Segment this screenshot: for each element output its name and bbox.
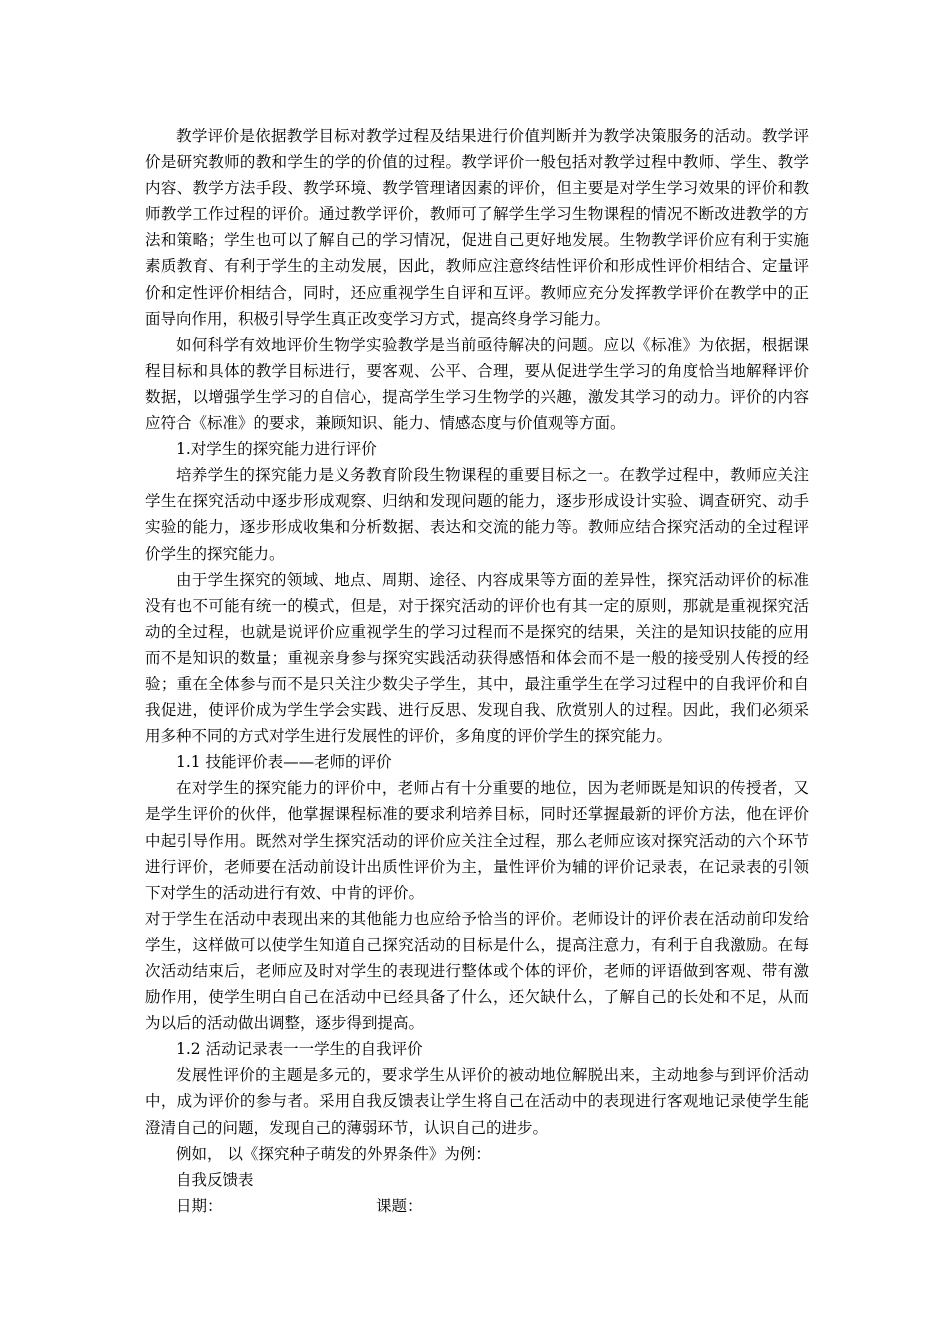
paragraph-inquiry-ability: 培养学生的探究能力是义务教育阶段生物课程的重要目标之一。在教学过程中，教师应关注学生在探究活动中逐步形成观察、归纳和发现问题的能力，逐步形成设计实验、调查研究、动手实验的能力，逐步形成收集和分析数据、表达和交流的能力等。教师应结合探究活动的全过程评价学生的探究能力。 [145,466,809,563]
section-heading-1: 1.对学生的探究能力进行评价 [176,440,377,459]
paragraph-how-to-evaluate: 如何科学有效地评价生物学实验教学是当前亟待解决的问题。应以《标准》为依据，根据课程目标和具体的教学目标进行，要客观、公平、合理，要从促进学生学习的角度恰当地解释评价数据，以增强学生学习的自信心，提高学生学习生物学的兴趣，激发其学习的动力。评价的内容应符合《标准》的要求，兼顾知识、能力、情感态度与价值观等方面。 [145,335,809,433]
topic-label: 课题： [376,1196,423,1215]
section-heading-1-2: 1.2 活动记录表一一学生的自我评价 [176,1040,423,1059]
form-title: 自我反馈表 [176,1170,254,1189]
paragraph-self-evaluation: 发展性评价的主题是多元的，要求学生从评价的被动地位解脱出来，主动地参与到评价活动中，成为评价的参与者。采用自我反馈表让学生将自己在活动中的表现进行客观地记录使学生能澄清自己的问题，发现自己的薄弱环节，认识自己的进步。 [145,1066,809,1137]
document-body [145,123,809,1219]
paragraph-example: 例如， 以《探究种子萌发的外界条件》为例： [176,1144,491,1163]
paragraph-other-abilities: 对于学生在活动中表现出来的其他能力也应给予恰当的评价。老师设计的评价表在活动前印发给学生，这样做可以使学生知道自己探究活动的目标是什么，提高注意力，有利于自我激励。在每次活动结束后，老师应及时对学生的表现进行整体或个体的评价，老师的评语做到客观、带有激励作用，使学生明白自己在活动中已经具备了什么，还欠缺什么，了解自己的长处和不足，从而为以后的活动做出调整，逐步得到提高。 [145,909,809,1033]
paragraph-inquiry-principles: 由于学生探究的领域、地点、周期、途径、内容成果等方面的差异性，探究活动评价的标准没有也不可能有统一的模式，但是，对于探究活动的评价也有其一定的原则，那就是重视探究活动的全过程，也就是说评价应重视学生的学习过程而不是探究的结果，关注的是知识技能的应用而不是知识的数量；重视亲身参与探究实践活动获得感悟和体会而不是一般的接受别人传授的经验；重在全体参与而不是只关注少数尖子学生，其中，最注重学生在学习过程中的自我评价和自我促进，使评价成为学生学会实践、进行反思、发现自我、欣赏别人的过程。因此，我们必须采用多种不同的方式对学生进行发展性的评价，多角度的评价学生的探究能力。 [145,570,809,746]
section-heading-1-1: 1.1 技能评价表——老师的评价 [176,753,392,772]
paragraph-intro: 教学评价是依据教学目标对教学过程及结果进行价值判断并为教学决策服务的活动。教学评价是研究教师的教和学生的学的价值的过程。教学评价一般包括对教学过程中教师、学生、教学内容、教学方法手段、教学环境、教学管理诸因素的评价，但主要是对学生学习效果的评价和教师教学工作过程的评价。通过教学评价，教师可了解学生学习生物课程的情况不断改进教学的方法和策略；学生也可以了解自己的学习情况，促进自己更好地发展。生物教学评价应有利于实施素质教育、有利于学生的主动发展，因此，教师应注意终结性评价和形成性评价相结合、定量评价和定性评价相结合，同时，还应重视学生自评和互评。教师应充分发挥教学评价在教学中的正面导向作用，积极引导学生真正改变学习方式，提高终身学习能力。 [145,127,809,328]
form-meta-row [145,1193,809,1219]
date-label: 日期： [176,1196,223,1215]
paragraph-teacher-role: 在对学生的探究能力的评价中，老师占有十分重要的地位，因为老师既是知识的传授者，又是学生评价的伙伴，他掌握课程标准的要求利培养目标，同时还掌握最新的评价方法，他在评价中起引导作用。既然对学生探究活动的评价应关注全过程，那么老师应该对探究活动的六个环节进行评价，老师要在活动前设计出质性评价为主，量性评价为辅的评价记录表，在记录表的引领下对学生的活动进行有效、中肯的评价。 [145,779,809,902]
